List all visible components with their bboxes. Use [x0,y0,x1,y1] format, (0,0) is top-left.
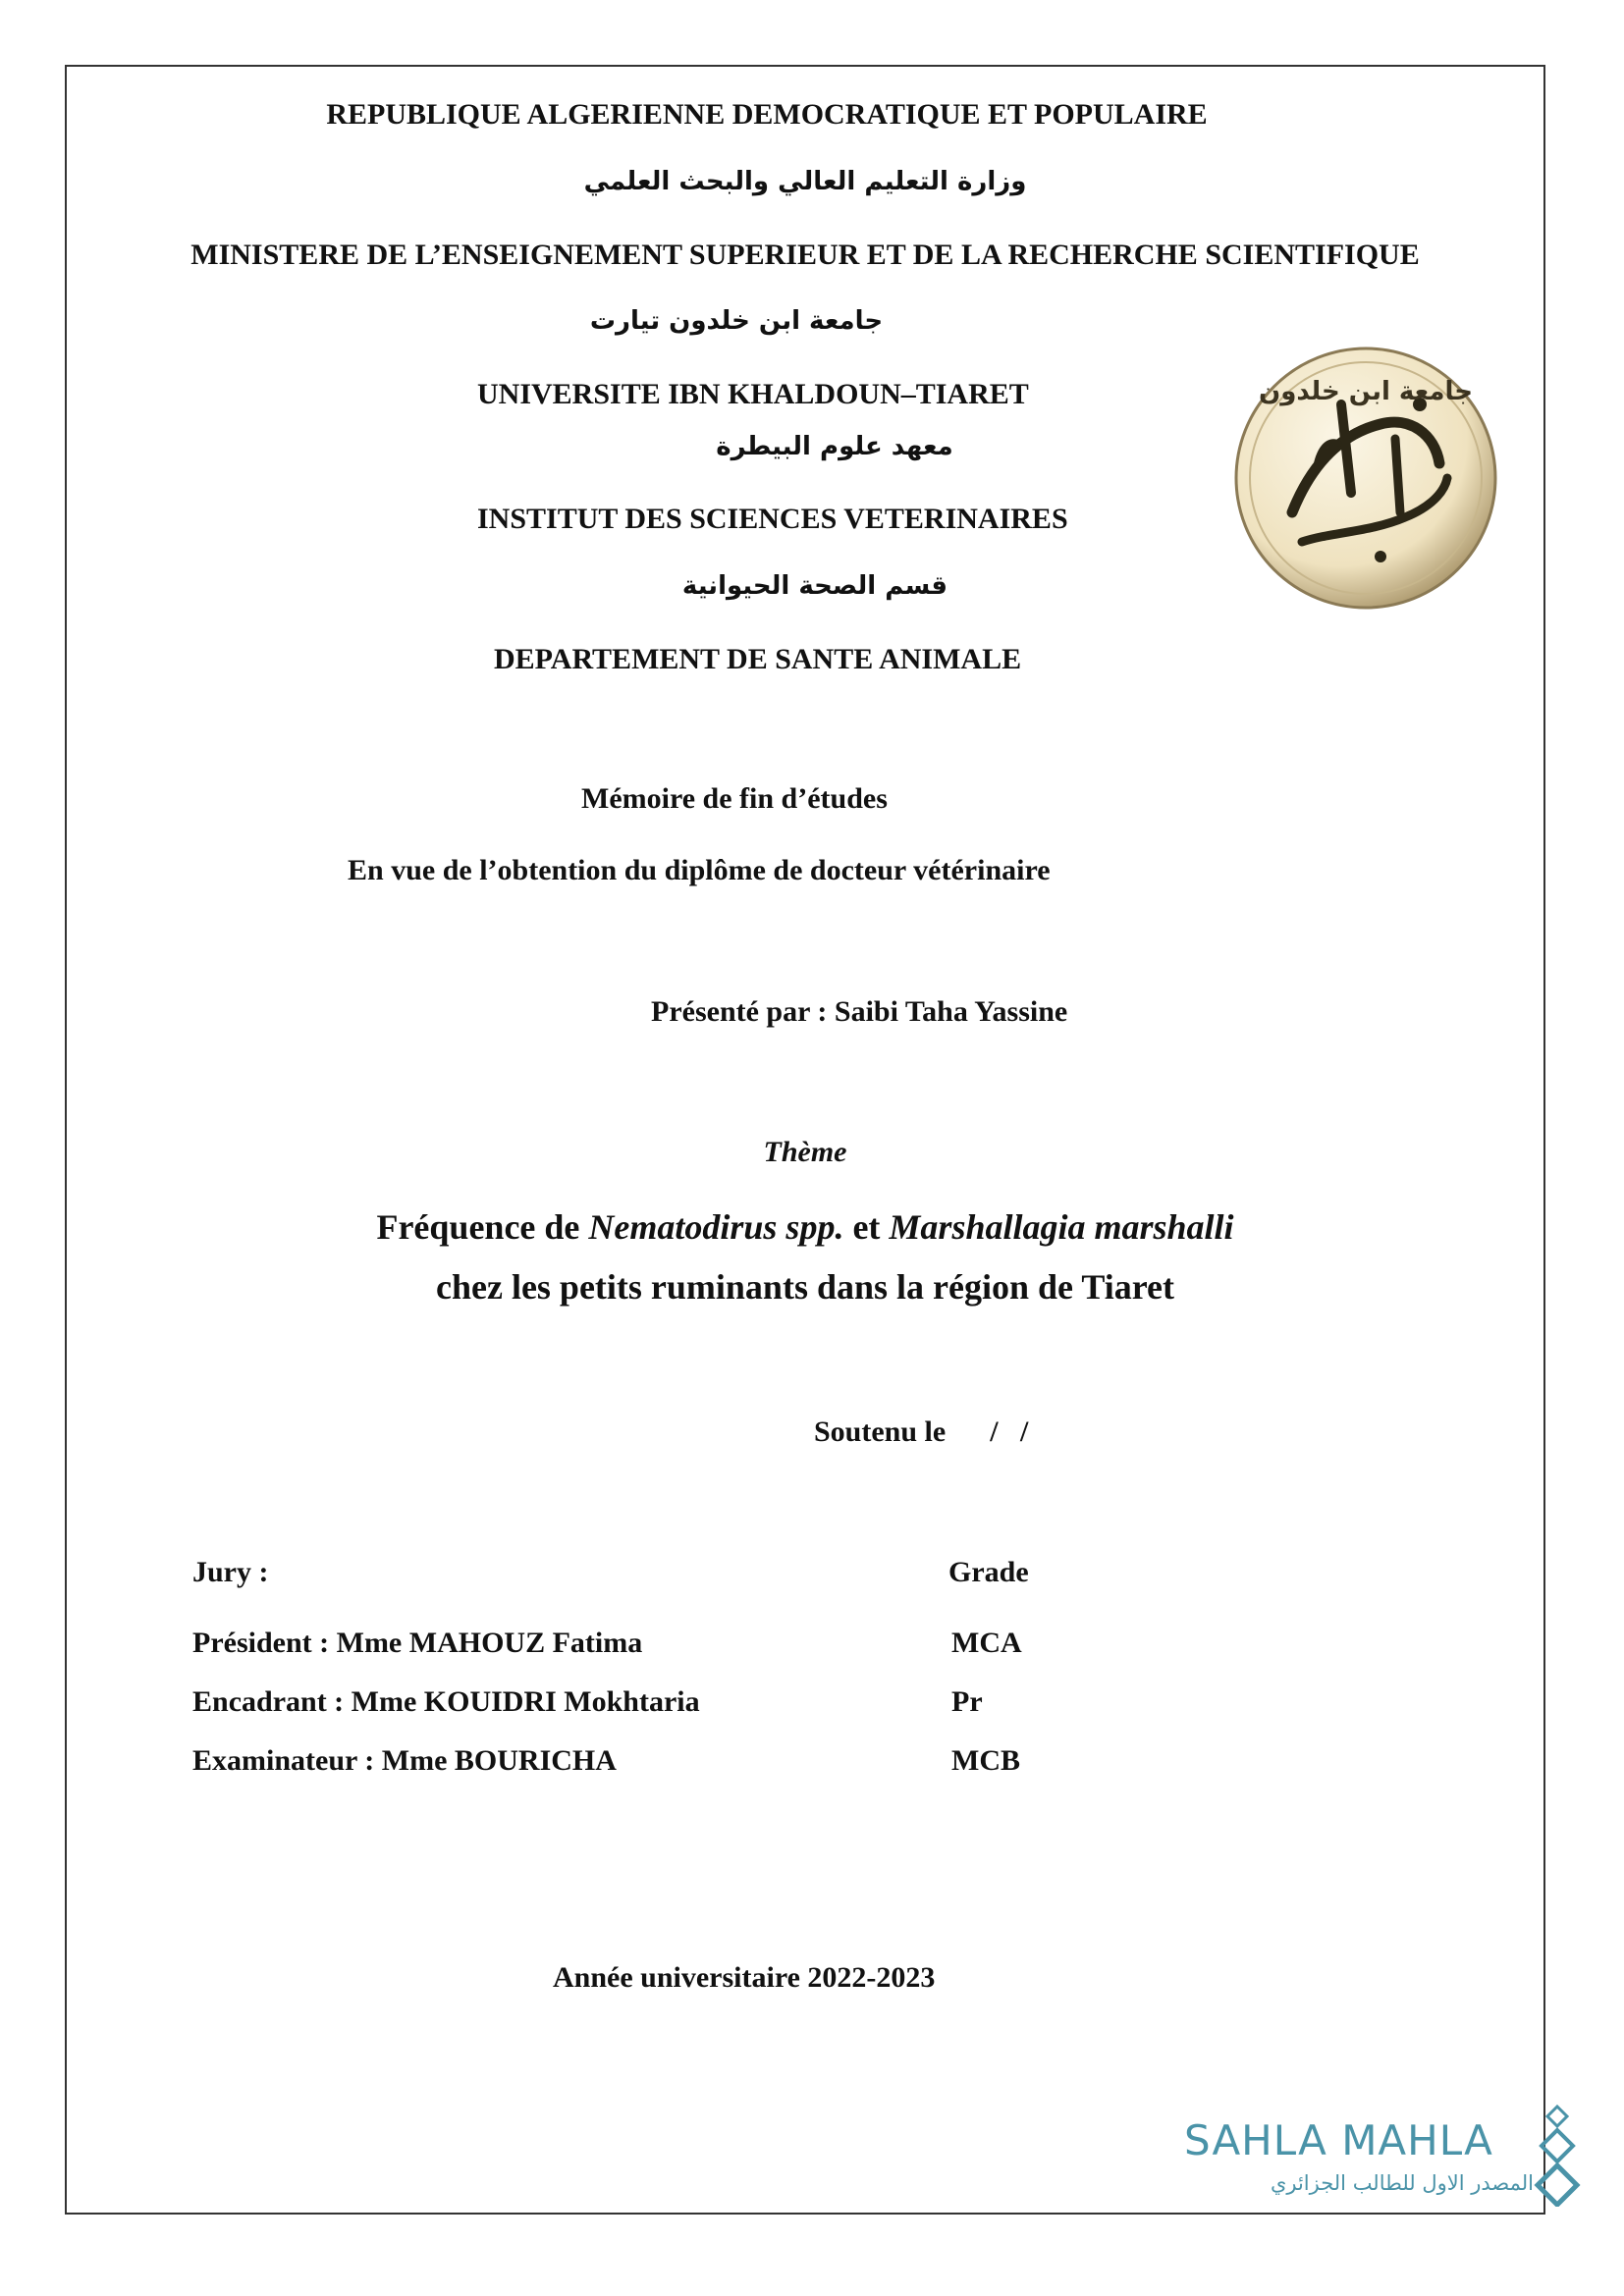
memoire-title: Mémoire de fin d’études [581,782,888,815]
seal-text: جامعة ابن خلدون [1259,377,1473,406]
institute-title: INSTITUT DES SCIENCES VETERINAIRES [477,503,1068,535]
sahla-mahla-logo-icon [1534,2101,1581,2207]
university-title: UNIVERSITE IBN KHALDOUN–TIARET [477,378,1029,410]
jury-president-grade: MCA [951,1627,1022,1659]
jury-encadrant-grade: Pr [951,1685,983,1718]
jury-president: Président : Mme MAHOUZ Fatima [192,1627,643,1659]
theme-title-part3: et [843,1207,890,1247]
theme-title-species1: Nematodirus spp. [588,1207,844,1247]
department-title: DEPARTEMENT DE SANTE ANIMALE [494,643,1022,675]
republic-title: REPUBLIQUE ALGERIENNE DEMOCRATIQUE ET POPULAIRE [326,98,1208,131]
theme-label: Thème [763,1136,847,1168]
soutenu-date: Soutenu le / / [814,1415,1029,1448]
jury-encadrant: Encadrant : Mme KOUIDRI Mokhtaria [192,1685,700,1718]
jury-examinateur-grade: MCB [951,1744,1020,1777]
university-seal-icon [1233,346,1498,611]
ministry-title: MINISTERE DE L’ENSEIGNEMENT SUPERIEUR ET DE LA RECHERCHE SCIENTIFIQUE [190,239,1420,271]
institute-arabic: معهد علوم البيطرة [716,432,953,461]
jury-examinateur: Examinateur : Mme BOURICHA [192,1744,617,1777]
presented-by: Présenté par : Saibi Taha Yassine [651,995,1068,1028]
ministry-arabic: وزارة التعليم العالي والبحث العلمي [583,167,1027,196]
department-arabic: قسم الصحة الحيوانية [681,571,948,601]
watermark-brand: SAHLA MAHLA [1184,2116,1493,2164]
university-arabic: جامعة ابن خلدون تيارت [589,306,884,336]
theme-title-line2: chez les petits ruminants dans la région de Tiaret [435,1267,1174,1307]
jury-label: Jury : [192,1556,269,1588]
theme-title-species2: Marshallagia marshalli [889,1207,1234,1247]
grade-label: Grade [948,1556,1029,1588]
theme-title-line1 [65,1206,1545,1248]
academic-year: Année universitaire 2022-2023 [553,1961,936,1994]
sahla-mahla-watermark [1168,2101,1581,2209]
watermark-tagline: المصدر الاول للطالب الجزائري [1270,2171,1534,2195]
memoire-subtitle: En vue de l’obtention du diplôme de docteur vétérinaire [348,854,1051,886]
theme-title-part1: Fréquence de [376,1207,589,1247]
